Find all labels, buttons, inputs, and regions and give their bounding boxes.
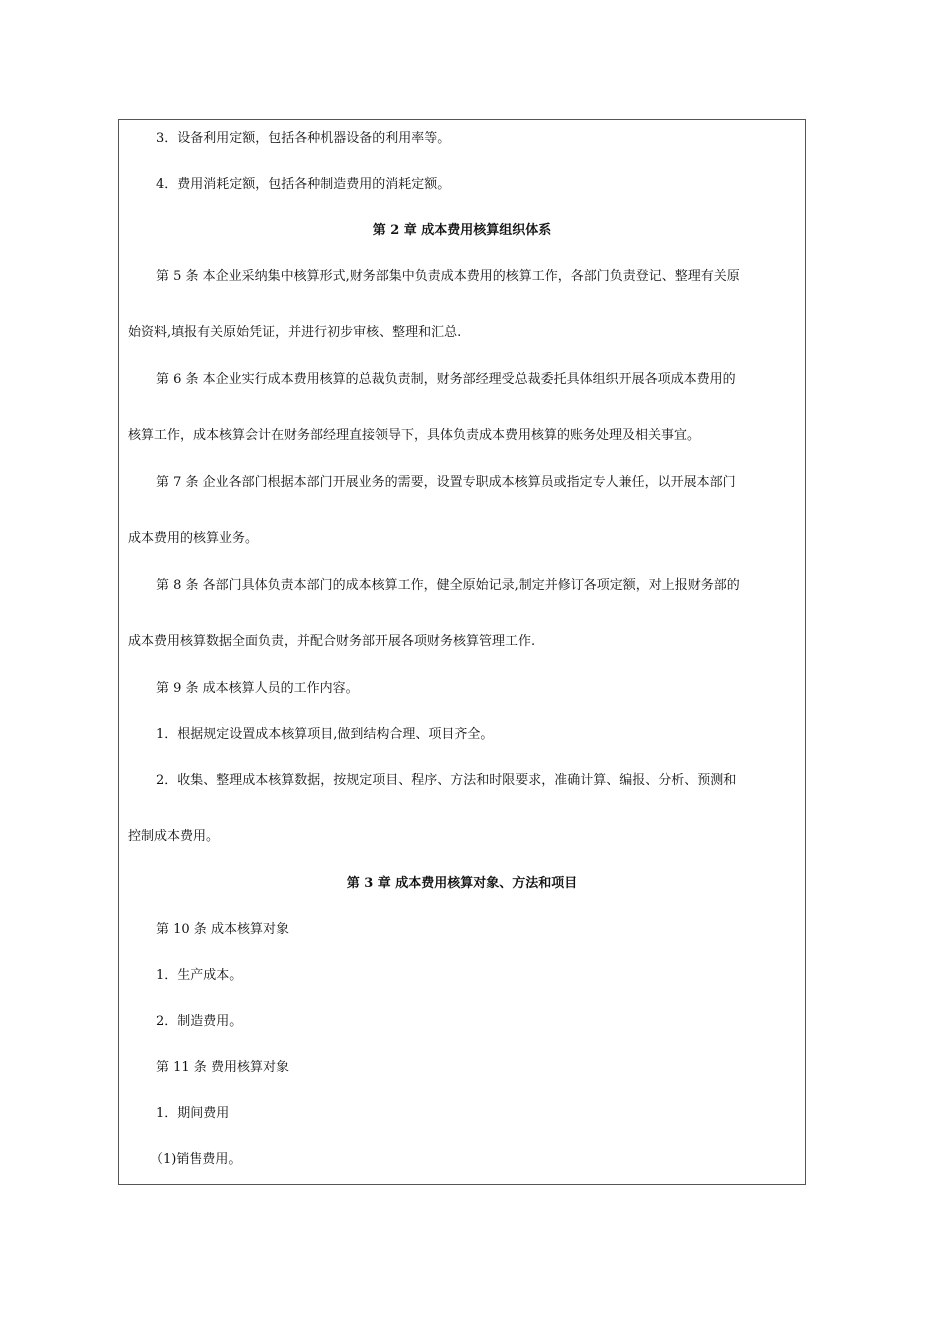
paragraph-line: 第 7 条 企业各部门根据本部门开展业务的需要，设置专职成本核算员或指定专人兼任，以开展本部门 — [156, 475, 736, 490]
paragraph-line: 1．生产成本。 — [156, 968, 243, 983]
paragraph-line: 1．期间费用 — [156, 1106, 230, 1121]
paragraph-line: 成本费用的核算业务。 — [128, 531, 259, 546]
paragraph-line: 控制成本费用。 — [128, 829, 220, 844]
paragraph-line: 3．设备利用定额，包括各种机器设备的利用率等。 — [156, 131, 451, 146]
paragraph-line: 第 5 条 本企业采纳集中核算形式,财务部集中负责成本费用的核算工作，各部门负责登记、整理有关原 — [156, 269, 740, 284]
paragraph-line: 第 8 条 各部门具体负责本部门的成本核算工作，健全原始记录,制定并修订各项定额，对上报财务部的 — [156, 578, 740, 593]
paragraph-line: 1．根据规定设置成本核算项目,做到结构合理、项目齐全。 — [156, 727, 494, 742]
chapter-heading: 第 2 章 成本费用核算组织体系 — [372, 223, 552, 238]
paragraph-line: 核算工作，成本核算会计在财务部经理直接领导下，具体负责成本费用核算的账务处理及相关事宜。 — [128, 428, 701, 443]
chapter-heading: 第 3 章 成本费用核算对象、方法和项目 — [346, 876, 578, 891]
paragraph-line: 2．收集、整理成本核算数据，按规定项目、程序、方法和时限要求，准确计算、编报、分析、预测和 — [156, 773, 737, 788]
paragraph-line: 始资料,填报有关原始凭证，并进行初步审核、整理和汇总. — [128, 325, 462, 340]
paragraph-line: 第 11 条 费用核算对象 — [156, 1060, 289, 1075]
paragraph-line: 2．制造费用。 — [156, 1014, 243, 1029]
paragraph-line: 第 9 条 成本核算人员的工作内容。 — [156, 681, 359, 696]
paragraph-line: 第 6 条 本企业实行成本费用核算的总裁负责制，财务部经理受总裁委托具体组织开展各项成本费用的 — [156, 372, 736, 387]
paragraph-line: 4．费用消耗定额，包括各种制造费用的消耗定额。 — [156, 177, 451, 192]
paragraph-line: 第 10 条 成本核算对象 — [156, 922, 289, 937]
paragraph-line: 成本费用核算数据全面负责，并配合财务部开展各项财务核算管理工作. — [128, 634, 536, 649]
paragraph-line: （1)销售费用。 — [150, 1152, 242, 1167]
